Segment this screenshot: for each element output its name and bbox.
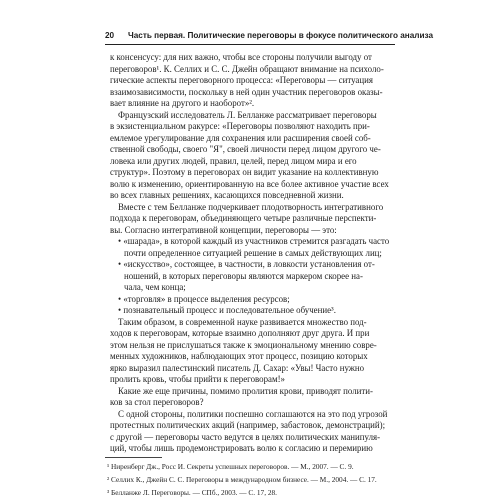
footnote: ² Селлих К., Джейн С. С. Переговоры в международном бизнесе. — М., 2004. — С. 17. <box>107 475 377 484</box>
text-line: емлемое урегулирование для сохранения или расширения своей соб- <box>110 132 371 143</box>
text-line: почти определенное ситуацией решение в самых действующих лиц; <box>124 247 382 258</box>
footnote: ¹ Ниренберг Дж., Росс И. Секреты успешных переговоров. — М., 2007. — С. 9. <box>107 462 354 471</box>
text-line: ходов к переговорам, которые взаимно дополняют друг друга. И при <box>110 328 370 338</box>
text-line: Таким образом, в современной науке развивается множество под- <box>118 316 367 327</box>
text-line: подхода к переговорам, объединяющего четыре различные перспекти- <box>110 213 377 223</box>
footnote: ³ Белланже Л. Переговоры. — СПб., 2003. — С. 17, 28. <box>107 488 277 497</box>
text-line: ношений, в которых переговоры являются маркером скорее на- <box>124 270 363 281</box>
text-line: менных художников, наблюдающих этот процесс, позицию которых <box>110 351 368 361</box>
footnote-divider <box>105 457 162 458</box>
text-line: ственной свободы, своего "Я", своей личности перед лицом другого че- <box>110 144 381 154</box>
text-line: вы. Согласно интегративной концепции, переговоры — это: <box>110 224 337 235</box>
text-line: чала, чем конца; <box>124 282 186 292</box>
running-header <box>105 30 434 45</box>
text-line: ков за стол переговоров? <box>110 397 204 407</box>
text-line: ций, чтобы лишь продемонстрировать волю к согласию и перемирию <box>110 443 373 453</box>
text-line: в экзистенциальном ракурсе: «Переговоры позволяют находить при- <box>110 121 370 131</box>
text-line: протестных политических акций (например, забастовок, демонстраций); <box>110 420 386 430</box>
text-line: этом нельзя не прислушаться также к эмоциональному мнению совре- <box>110 339 377 350</box>
list-item: • познавательный процесс и последовательное обучение³. <box>118 305 336 315</box>
text-line: гические аспекты переговорного процесса: «Переговоры — ситуация <box>110 75 373 85</box>
text-line: пролить кровь, чтобы прийти к переговорам!» <box>110 374 285 384</box>
text-line: вает влияние на другого и наоборот»². <box>110 98 255 108</box>
text-line: к консенсусу: для них важно, чтобы все стороны получили выгоду от <box>110 52 372 62</box>
text-line: переговоров¹. К. Селлих и С. С. Джейн обращают внимание на психоло- <box>110 63 384 74</box>
text-line: во всех главных решениях, касающихся повседневной жизни. <box>110 190 344 200</box>
list-item: • «торговля» в процессе выделения ресурсов; <box>118 293 290 304</box>
text-line: С одной стороны, политики поспешно соглашаются на это под угрозой <box>118 408 388 419</box>
text-line: Французский исследователь Л. Белланже рассматривает переговоры <box>118 109 377 120</box>
page-number: 20 <box>105 31 115 40</box>
text-line: ловека или других людей, правил, целей, перед лицом мира и его <box>110 155 357 166</box>
text-line: с другой — переговоры часто ведутся в целях политических манипуля- <box>110 431 381 442</box>
text-line: структур». Поэтому в переговорах он видит указание на коллективную <box>110 167 379 177</box>
list-item: • «шарада», в которой каждый из участников стремится разгадать часто <box>118 236 390 246</box>
text-line: волю к изменению, ориентированную на все более активное участие всех <box>110 178 389 189</box>
chapter-title: Часть первая. Политические переговоры в фокусе политического анализа <box>128 31 434 40</box>
list-item: • «искусство», состоящее, в частности, в ловкости установления от- <box>118 259 375 269</box>
text-line: Какие же еще причины, помимо пролития крови, приводят полити- <box>118 385 373 396</box>
text-line: ярко выразил палестинский писатель Д. Сахар: «Увы! Часто нужно <box>110 362 365 373</box>
text-line: Вместе с тем Белланже подчеркивает плодотворность интегративного <box>118 201 384 212</box>
text-line: взаимозависимости, поскольку в ней один участник переговоров оказы- <box>110 86 383 97</box>
